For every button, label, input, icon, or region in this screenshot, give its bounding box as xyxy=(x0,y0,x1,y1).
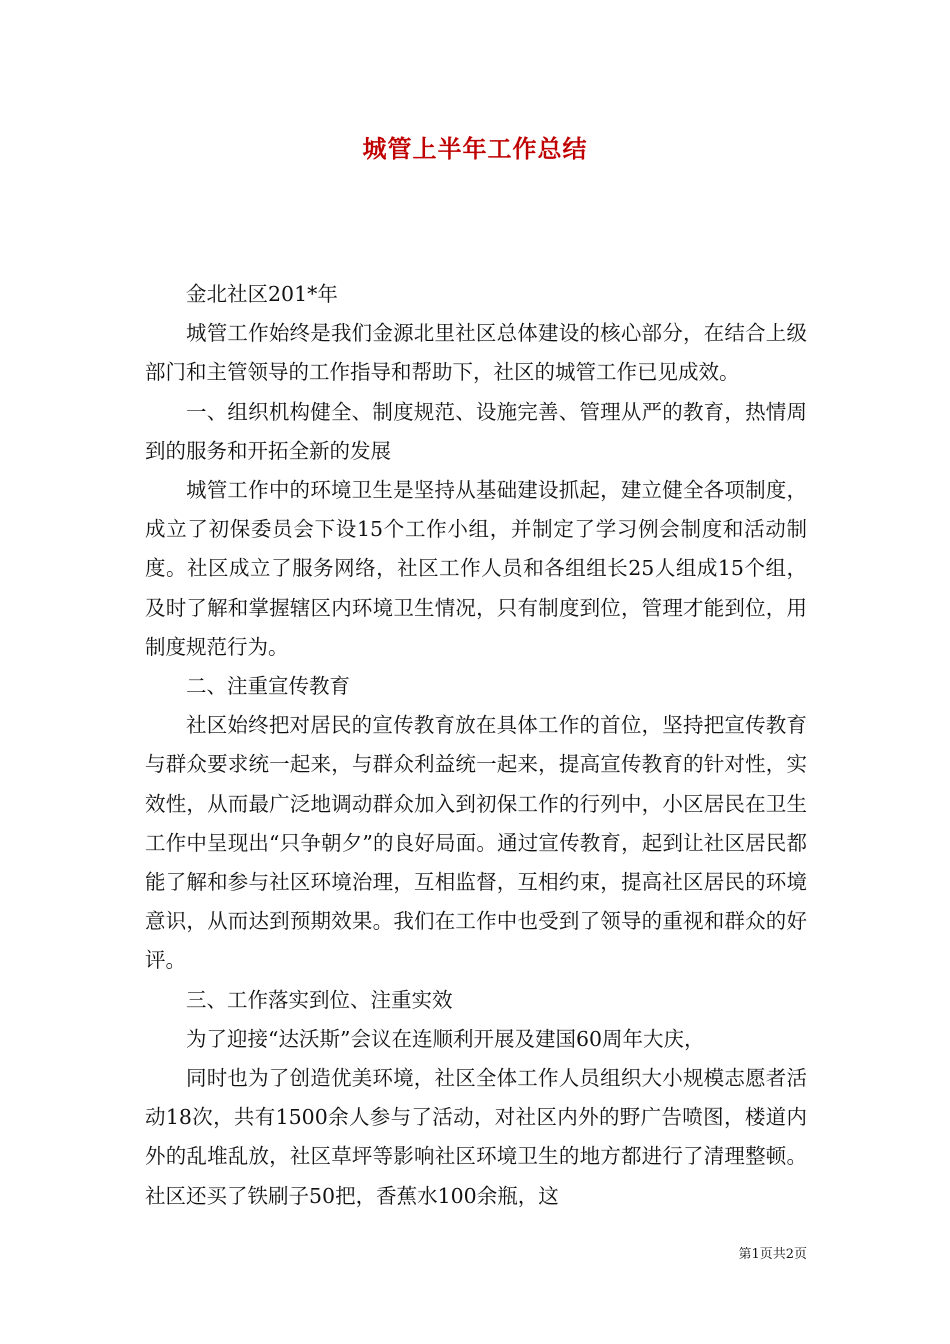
document-body xyxy=(145,275,807,1216)
section-heading-3: 三、工作落实到位、注重实效 xyxy=(186,987,453,1012)
section-heading-2: 二、注重宣传教育 xyxy=(186,674,350,699)
paragraph-section-2: 社区始终把对居民的宣传教育放在具体工作的首位，坚持把宣传教育与群众要求统一起来，与群众利益统一起来，提高宣传教育的针对性，实效性，从而最广泛地调动群众加入到初保工作的行列中，小区居民在卫生工作中呈现出“只争朝夕”的良好局面。通过宣传教育，起到让社区居民都能了解和参与社区环境治理，互相监督，互相约束，提高社区居民的环境意识，从而达到预期效果。我们在工作中也受到了领导的重视和群众的好评。 xyxy=(145,713,807,973)
document-title: 城管上半年工作总结 xyxy=(362,134,588,163)
paragraph-section-1: 城管工作中的环境卫生是坚持从基础建设抓起，建立健全各项制度，成立了初保委员会下设15个工作小组，并制定了学习例会制度和活动制度。社区成立了服务网络，社区工作人员和各组组长25人组成15个组，及时了解和掌握辖区内环境卫生情况，只有制度到位，管理才能到位，用制度规范行为。 xyxy=(145,478,807,659)
paragraph-intro: 城管工作始终是我们金源北里社区总体建设的核心部分，在结合上级部门和主管领导的工作指导和帮助下，社区的城管工作已见成效。 xyxy=(145,321,807,385)
paragraph-section-3b: 同时也为了创造优美环境，社区全体工作人员组织大小规模志愿者活动18次，共有1500余人参与了活动，对社区内外的野广告喷图，楼道内外的乱堆乱放，社区草坪等影响社区环境卫生的地方都进行了清理整顿。社区还买了铁刷子50把，香蕉水100余瓶，这 xyxy=(145,1066,807,1208)
section-heading-1: 一、组织机构健全、制度规范、设施完善、管理从严的教育，热情周到的服务和开拓全新的发展 xyxy=(145,399,807,463)
paragraph-date: 金北社区201*年 xyxy=(186,282,338,306)
page-number: 第1页共2页 xyxy=(738,1247,807,1262)
paragraph-section-3a: 为了迎接“达沃斯”会议在连顺利开展及建国60周年大庆， xyxy=(186,1026,705,1051)
